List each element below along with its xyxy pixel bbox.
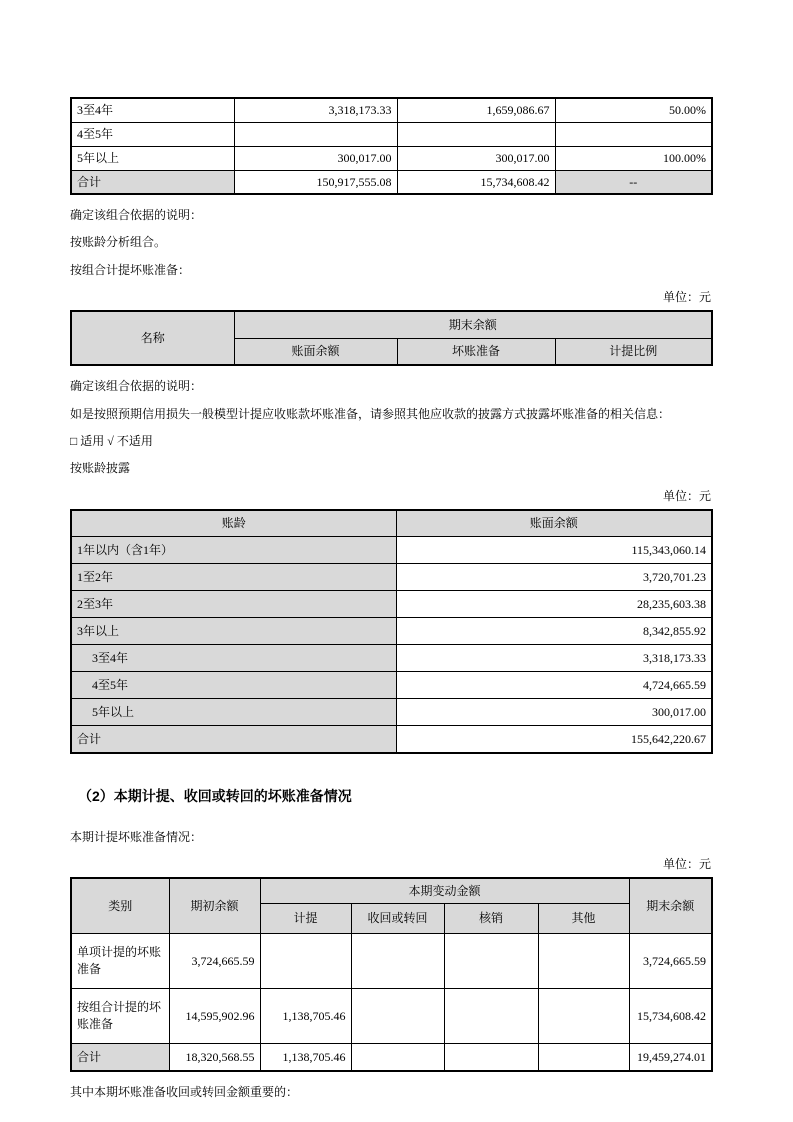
recovery-value — [351, 933, 444, 988]
group-provision-table — [70, 310, 713, 366]
book-balance-value: 8,342,855.92 — [396, 618, 712, 645]
book-balance-value: 300,017.00 — [396, 699, 712, 726]
table-row — [71, 537, 712, 564]
ratio-value: 100.00% — [555, 146, 712, 170]
basis-note: 确定该组合依据的说明： — [70, 379, 203, 394]
category-label: 单项计提的坏账准备 — [71, 933, 169, 988]
bad-debt-value: 300,017.00 — [397, 146, 555, 170]
col-header-bad-debt: 坏账准备 — [397, 338, 555, 365]
table-row — [71, 699, 712, 726]
book-balance-value: 3,318,173.33 — [234, 98, 397, 122]
aging-label: 1至2年 — [71, 564, 396, 591]
current-provision-intro: 本期计提坏账准备情况： — [70, 829, 203, 844]
applicable-line: □ 适用 √ 不适用 — [70, 433, 153, 448]
book-balance-total: 155,642,220.67 — [396, 726, 712, 753]
book-balance-total: 150,917,555.08 — [234, 170, 397, 194]
aging-disclosure-table — [70, 509, 713, 754]
col-header-change: 本期变动金额 — [260, 878, 629, 903]
aging-sublabel: 5年以上 — [71, 699, 396, 726]
book-balance-value — [234, 122, 397, 146]
book-balance-value: 3,720,701.23 — [396, 564, 712, 591]
col-header-opening: 期初余额 — [169, 878, 260, 933]
ratio-value: 50.00% — [555, 98, 712, 122]
bad-debt-total: 15,734,608.42 — [397, 170, 555, 194]
ratio-total: -- — [555, 170, 712, 194]
closing-total: 19,459,274.01 — [629, 1043, 712, 1071]
writeoff-value — [444, 933, 538, 988]
bad-debt-value: 1,659,086.67 — [397, 98, 555, 122]
table-row — [71, 672, 712, 699]
section-heading: （2）本期计提、收回或转回的坏账准备情况 — [78, 787, 352, 804]
col-header-aging: 账龄 — [71, 510, 396, 537]
closing-value: 3,724,665.59 — [629, 933, 712, 988]
col-header-closing: 期末余额 — [629, 878, 712, 933]
aging-label: 3至4年 — [71, 98, 234, 122]
header-row — [71, 311, 712, 338]
total-label: 合计 — [71, 170, 234, 194]
col-header-book-balance: 账面余额 — [234, 338, 397, 365]
col-header-writeoff: 核销 — [444, 903, 538, 933]
table-row — [71, 933, 712, 988]
important-recovery-note: 其中本期坏账准备收回或转回金额重要的： — [70, 1085, 299, 1100]
ecl-note: 如是按照预期信用损失一般模型计提应收账款坏账准备，请参照其他应收款的披露方式披露坏账准备的相关信息： — [70, 406, 671, 421]
header-row — [71, 878, 712, 903]
writeoff-value — [444, 988, 538, 1043]
category-label: 按组合计提的坏账准备 — [71, 988, 169, 1043]
table-row — [71, 564, 712, 591]
ratio-value — [555, 122, 712, 146]
aging-label: 2至3年 — [71, 591, 396, 618]
table-row — [71, 988, 712, 1043]
header-row — [71, 510, 712, 537]
total-label: 合计 — [71, 726, 396, 753]
recovery-value — [351, 988, 444, 1043]
table-row — [71, 122, 712, 146]
col-header-ratio: 计提比例 — [555, 338, 712, 365]
accrual-value: 1,138,705.46 — [260, 988, 351, 1043]
aging-basis-note: 按账龄分析组合。 — [70, 235, 167, 250]
writeoff-total — [444, 1043, 538, 1071]
opening-value: 14,595,902.96 — [169, 988, 260, 1043]
total-row — [71, 1043, 712, 1071]
other-value — [538, 988, 629, 1043]
aging-label: 4至5年 — [71, 122, 234, 146]
col-header-name: 名称 — [71, 311, 234, 365]
document-page — [70, 0, 711, 1100]
opening-total: 18,320,568.55 — [169, 1043, 260, 1071]
total-label: 合计 — [71, 1043, 169, 1071]
col-header-category: 类别 — [71, 878, 169, 933]
accrual-total: 1,138,705.46 — [260, 1043, 351, 1071]
recovery-total — [351, 1043, 444, 1071]
group-provision-intro: 按组合计提坏账准备： — [70, 262, 191, 277]
col-header-period-end: 期末余额 — [234, 311, 712, 338]
total-row — [71, 170, 712, 194]
book-balance-value: 3,318,173.33 — [396, 645, 712, 672]
aging-sublabel: 3至4年 — [71, 645, 396, 672]
basis-note: 确定该组合依据的说明： — [70, 208, 203, 222]
table-row — [71, 591, 712, 618]
book-balance-value: 28,235,603.38 — [396, 591, 712, 618]
unit-label: 单位：元 — [662, 290, 711, 305]
unit-label: 单位：元 — [662, 488, 711, 503]
closing-value: 15,734,608.42 — [629, 988, 712, 1043]
bad-debt-value — [397, 122, 555, 146]
other-total — [538, 1043, 629, 1071]
top-margin — [70, 0, 711, 97]
book-balance-value: 300,017.00 — [234, 146, 397, 170]
col-header-book-balance: 账面余额 — [396, 510, 712, 537]
opening-value: 3,724,665.59 — [169, 933, 260, 988]
aging-ratio-table — [70, 97, 713, 195]
accrual-value — [260, 933, 351, 988]
other-value — [538, 933, 629, 988]
aging-label: 5年以上 — [71, 146, 234, 170]
aging-label: 3年以上 — [71, 618, 396, 645]
provision-change-table — [70, 877, 713, 1072]
aging-label: 1年以内（含1年） — [71, 537, 396, 564]
col-header-accrual: 计提 — [260, 903, 351, 933]
book-balance-value: 115,343,060.14 — [396, 537, 712, 564]
aging-sublabel: 4至5年 — [71, 672, 396, 699]
table-row — [71, 618, 712, 645]
table-row — [71, 146, 712, 170]
unit-label: 单位：元 — [662, 857, 711, 872]
total-row — [71, 726, 712, 753]
aging-disclosure-intro: 按账龄披露 — [70, 461, 131, 476]
table-row — [71, 98, 712, 122]
table-row — [71, 645, 712, 672]
col-header-recovery: 收回或转回 — [351, 903, 444, 933]
book-balance-value: 4,724,665.59 — [396, 672, 712, 699]
col-header-other: 其他 — [538, 903, 629, 933]
